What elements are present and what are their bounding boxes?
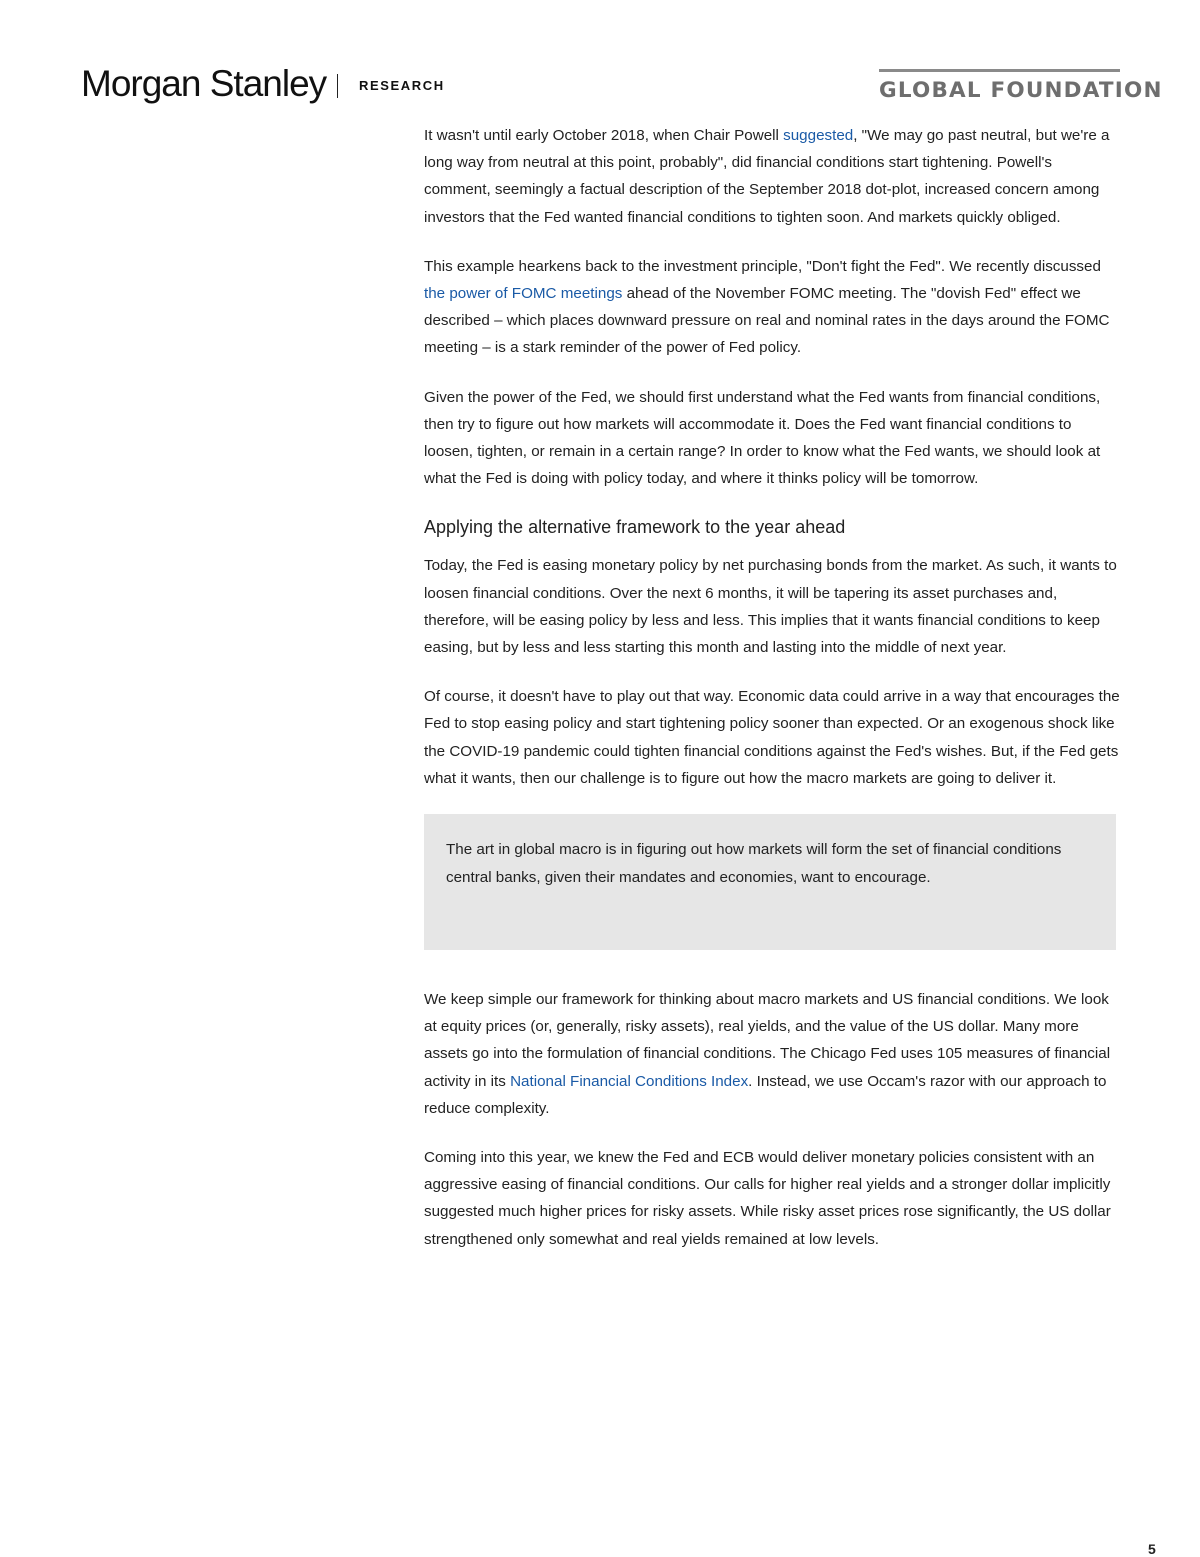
paragraph-3: Given the power of the Fed, we should first understand what the Fed wants from financial conditions, then try to figure out how markets will accommodate it. Does the Fed want financial conditions to loosen, tighten, or remain in a certain range? In order to know what the Fed wants, we should look at what the Fed is doing with policy today, and where it thinks policy will be tomorrow. [424, 388, 1101, 488]
suggested-link[interactable]: suggested [783, 127, 854, 144]
fomc-meetings-link[interactable]: the power of FOMC meetings [424, 285, 623, 303]
callout-box [424, 814, 1116, 950]
paragraph-1-text-a: It wasn't until early October 2018, when Chair Powell [424, 127, 784, 144]
morgan-stanley-logo: Morgan Stanley [81, 63, 327, 104]
series-rule [879, 69, 1120, 72]
nfci-link[interactable]: National Financial Conditions Index [510, 1072, 749, 1090]
article-body [424, 122, 1120, 1275]
callout-text: The art in global macro is in figuring out how markets will form the set of financial conditions central banks, given their mandates and economies, want to encourage. [446, 841, 1062, 887]
paragraph-2 [424, 253, 1120, 362]
paragraph-1-text-b: , "We may go past neutral, but we're a long way from neutral at this point, probably", did financial conditions start tightening. Powell's comment, seemingly a factual description of the September 2018 dot-plot, increased concern among investors that the Fed wanted financial conditions to tighten soon. And markets quickly obliged. [424, 127, 1110, 226]
paragraph-2-text-b: ahead of the November FOMC meeting. The "dovish Fed" effect we described – which places downward pressure on real and nominal rates in the days around the FOMC meeting – is a stark reminder of the power of Fed policy. [424, 285, 1110, 357]
section-heading: Applying the alternative framework to the year ahead [424, 517, 846, 538]
logo-divider [337, 74, 338, 98]
paragraph-6 [424, 986, 1120, 1122]
paragraph-6-text-b: . Instead, we use Occam's razor with our approach to reduce complexity. [424, 1072, 1107, 1117]
paragraph-2-text-a: This example hearkens back to the investment principle, "Don't fight the Fed". We recently discussed [424, 257, 1101, 275]
paragraph-4: Today, the Fed is easing monetary policy by net purchasing bonds from the market. As such, it wants to loosen financial conditions. Over the next 6 months, it will be tapering its asset purchases and, therefore, will be easing policy by less and less. This implies that it wants financial conditions to keep easing, but by less and less starting this month and lasting into the middle of next year. [424, 557, 1117, 657]
page-header [0, 0, 1200, 110]
paragraph-6-text-a: We keep simple our framework for thinking about macro markets and US financial conditions. We look at equity prices (or, generally, risky assets), real yields, and the value of the US dollar. Many more assets go into the formulation of financial conditions. The Chicago Fed uses 105 measures of financial activity in its [424, 991, 1111, 1090]
page-number: 5 [1148, 1541, 1156, 1557]
section-label: RESEARCH [359, 78, 445, 93]
paragraph-7: Coming into this year, we knew the Fed and ECB would deliver monetary policies consistent with an aggressive easing of financial conditions. Our calls for higher real yields and a stronger dollar implicitly suggested much higher prices for risky assets. While risky asset prices rose significantly, the US dollar strengthened only somewhat and real yields remained at low levels. [424, 1149, 1111, 1248]
paragraph-1 [424, 122, 1120, 231]
series-title: GLOBAL FOUNDATION [879, 78, 1163, 103]
paragraph-5: Of course, it doesn't have to play out that way. Economic data could arrive in a way that encourages the Fed to stop easing policy and start tightening policy sooner than expected. Or an exogenous shock like the COVID-19 pandemic could tighten financial conditions against the Fed's wishes. But, if the Fed gets what it wants, then our challenge is to figure out how the macro markets are going to deliver it. [424, 688, 1120, 787]
